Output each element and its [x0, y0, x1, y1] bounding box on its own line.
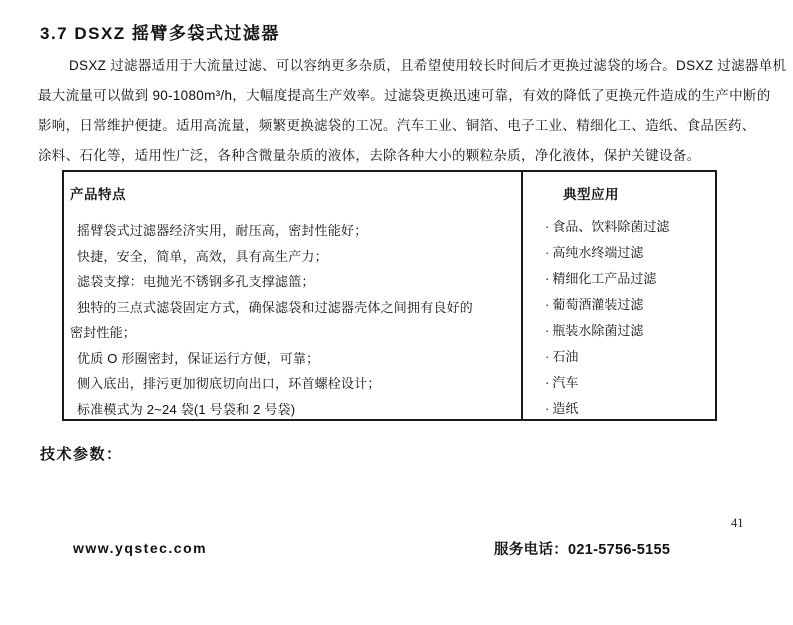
intro-line: 影响，日常维护便捷。适用高流量，频繁更换滤袋的工况。汽车工业、铜箔、电子工业、精细化工、造纸、食品医药、	[38, 118, 756, 133]
bullet-icon: ·	[545, 323, 550, 338]
intro-line: 最大流量可以做到 90-1080m³/h，大幅度提高生产效率。过滤袋更换迅速可靠，有效的降低了更换元件造成的生产中断的	[38, 88, 771, 103]
feature-item: 独特的三点式滤袋固定方式，确保滤袋和过滤器壳体之间拥有良好的 密封性能；	[70, 299, 474, 340]
feature-item: 快捷，安全，简单，高效，具有高生产力；	[77, 248, 328, 264]
application-text: 精细化工产品过滤	[552, 271, 657, 286]
bullet-icon: ·	[545, 401, 550, 416]
intro-paragraph	[38, 51, 787, 171]
application-item	[545, 240, 713, 266]
section-title: 3.7 DSXZ 摇臂多袋式过滤器	[40, 24, 280, 44]
features-list	[70, 218, 515, 422]
applications-column	[523, 172, 715, 419]
application-text: 葡萄酒灌装过滤	[552, 297, 644, 312]
footer-phone: 服务电话：021-5756-5155	[494, 542, 671, 558]
application-item	[545, 396, 713, 422]
feature-item: 滤袋支撑：电抛光不锈钢多孔支撑滤篮；	[77, 274, 315, 289]
application-text: 瓶装水除菌过滤	[552, 323, 644, 338]
bullet-icon: ·	[545, 297, 550, 312]
bullet-icon: ·	[545, 349, 550, 364]
bullet-icon: ·	[545, 375, 550, 390]
application-text: 高纯水终端过滤	[552, 245, 644, 260]
application-item	[545, 214, 713, 240]
bullet-icon: ·	[545, 271, 550, 286]
application-item	[545, 344, 713, 370]
application-text: 汽车	[552, 375, 579, 390]
application-item	[545, 318, 713, 344]
application-text: 造纸	[552, 401, 579, 416]
features-header: 产品特点	[70, 187, 126, 202]
footer-website: www.yqstec.com	[73, 540, 208, 556]
application-item	[545, 292, 713, 318]
feature-item: 侧入底出，排污更加彻底切向出口，环首螺栓设计；	[77, 376, 381, 391]
page-number: 41	[731, 516, 744, 530]
application-text: 石油	[552, 349, 579, 364]
tech-params-heading: 技术参数：	[40, 446, 123, 463]
feature-item: 标准模式为 2~24 袋(1 号袋和 2 号袋)	[77, 401, 296, 417]
application-item	[545, 370, 713, 396]
bullet-icon: ·	[545, 245, 550, 260]
features-applications-table	[62, 170, 717, 421]
applications-header: 典型应用	[563, 187, 619, 202]
intro-line: DSXZ 过滤器适用于大流量过滤、可以容纳更多杂质，且希望使用较长时间后才更换过滤袋的场合。DSXZ 过滤器单机	[69, 58, 787, 73]
application-item	[545, 266, 713, 292]
features-column	[64, 172, 523, 419]
applications-list	[523, 214, 713, 422]
application-text: 食品、饮料除菌过滤	[552, 219, 670, 234]
bullet-icon: ·	[545, 219, 550, 234]
feature-item: 摇臂袋式过滤器经济实用，耐压高，密封性能好；	[77, 223, 368, 238]
intro-line: 涂料、石化等，适用性广泛，各种含微量杂质的液体，去除各种大小的颗粒杂质，净化液体，保护关键设备。	[38, 148, 701, 163]
feature-item: 优质 O 形圈密封，保证运行方便，可靠；	[77, 350, 320, 366]
